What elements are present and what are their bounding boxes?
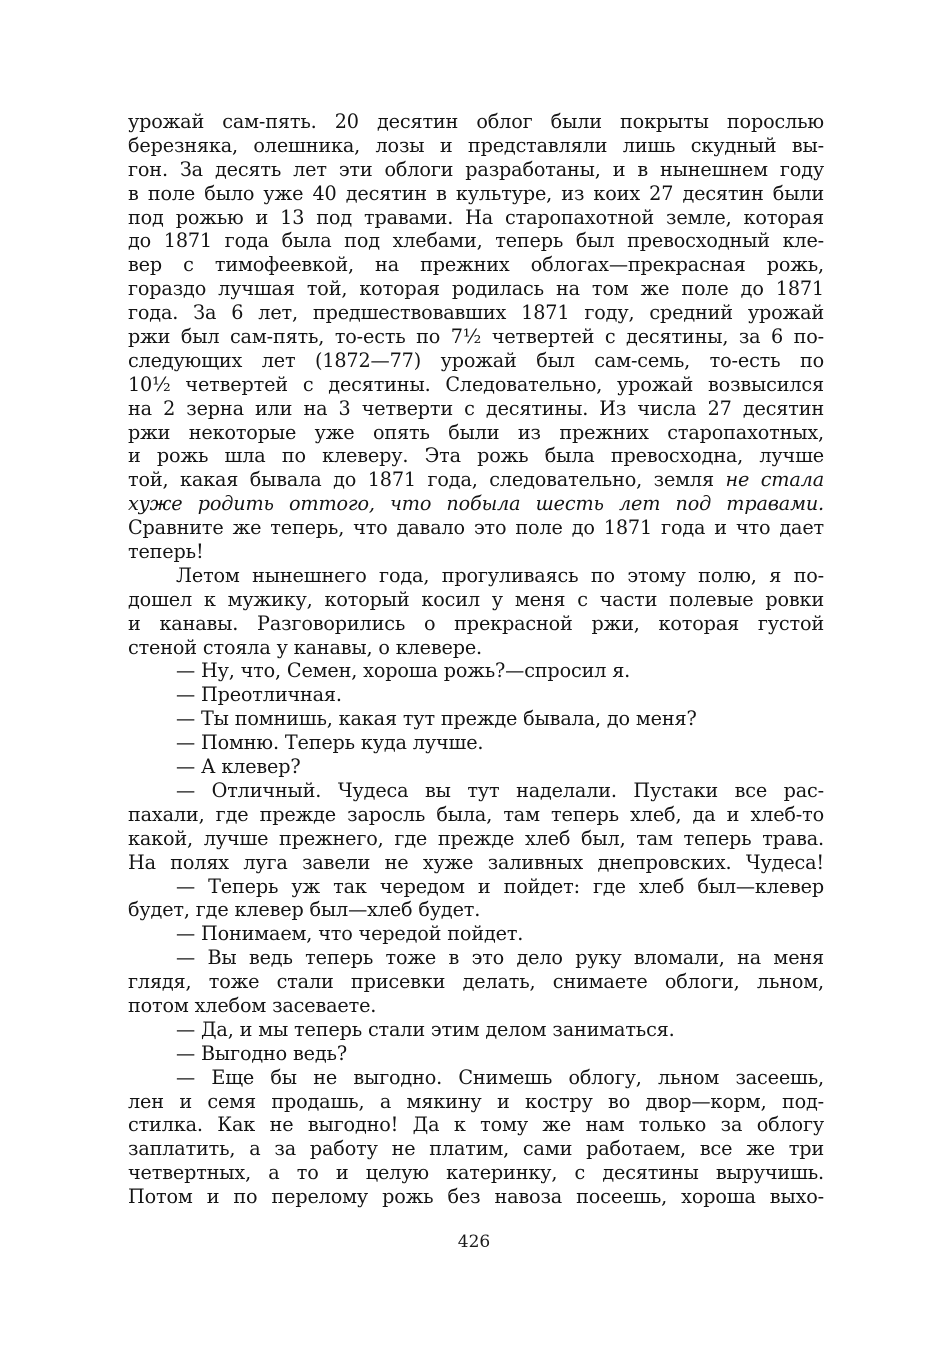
text-line: На полях луга завели не хуже заливных днепровских. Чудеса! [128,850,824,874]
text-line: — А клевер? [176,755,301,779]
text-line: заплатить, а за работу не платим, сами работаем, все же три [128,1137,824,1161]
text-line: ржи был сам-пять, то-есть по 7½ четвертей с десятины, за 6 по- [128,325,824,349]
text-line: стилка. Как не выгодно! Да к тому же нам только за облогу [128,1113,824,1137]
text-line: Летом нынешнего года, прогуливаясь по этому полю, я по- [176,563,824,587]
text-line: под рожью и 13 под травами. На старопахотной земле, которая [128,205,824,229]
text-line: лен и семя продашь, а мякину и костру во двор—корм, под- [128,1089,824,1113]
text-line: — Выгодно ведь? [176,1041,347,1065]
text-line: урожай сам-пять. 20 десятин облог были покрыты порослью [128,110,824,133]
text-line: березняка, олешника, лозы и представляли лишь скудный вы- [128,133,824,157]
text-line: до 1871 года была под хлебами, теперь был превосходный кле- [128,229,824,253]
text-line: и рожь шла по клеверу. Эта рожь была превосходна, лучше [128,444,824,468]
text-line: 10½ четвертей с десятины. Следовательно, урожай возвысился [128,372,824,396]
text-line: Сравните же теперь, что давало это поле до 1871 года и что дает [128,516,824,540]
text-line: — Вы ведь теперь тоже в это дело руку вломали, на меня [176,946,824,970]
text-line: глядя, тоже стали присевки делать, снимаете облоги, льном, [128,970,824,994]
text-line: и канавы. Разговорились о прекрасной ржи, которая густой [128,611,824,635]
body-text [128,110,824,1209]
text-line: какой, лучше прежнего, где прежде хлеб был, там теперь трава. [128,826,824,850]
text-line: теперь! [128,540,204,564]
text-line: гон. За десять лет эти облоги разработаны, и в нынешнем году [128,157,824,181]
italic-emphasis: не стала [725,468,824,492]
page-number: 426 [457,1232,491,1252]
text-line: ржи некоторые уже опять были из прежних старопахотных, [128,420,824,444]
text-line: — Понимаем, что чередой пойдет. [176,922,524,946]
text-line: Потом и по перелому рожь без навоза посеешь, хороша выхо- [128,1185,824,1209]
text-line: — Отличный. Чудеса вы тут наделали. Пустаки все рас- [176,778,824,802]
text-line: той, какая бывала до 1871 года, следовательно, земля не стала [128,468,824,492]
text-line: пахали, где прежде заросль была, там теперь хлеб, да и хлеб-то [128,802,824,826]
text-line: — Ну, что, Семен, хороша рожь?—спросил я. [176,659,631,683]
text-line: стеной стояла у канавы, о клевере. [128,635,482,659]
text-line: года. За 6 лет, предшествовавших 1871 году, средний урожай [128,301,824,325]
text-line: будет, где клевер был—хлеб будет. [128,898,481,922]
text-line: на 2 зерна или на 3 четверти с десятины. Из числа 27 десятин [128,396,824,420]
text-line [128,492,824,516]
text-line: — Еще бы не выгодно. Снимешь облогу, льном засеешь, [176,1065,824,1089]
text-line: потом хлебом засеваете. [128,993,377,1017]
text-line: дошел к мужику, который косил у меня с части полевые ровки [128,587,824,611]
text-line: следующих лет (1872—77) урожай был сам-семь, то-есть по [128,348,824,372]
text-line: — Помню. Теперь куда лучше. [176,731,484,755]
text-line: гораздо лучшая той, которая родилась на том же поле до 1871 [128,277,824,301]
text-line: — Ты помнишь, какая тут прежде бывала, до меня? [176,707,697,731]
text-line: в поле было уже 40 десятин в культуре, из коих 27 десятин были [128,181,824,205]
italic-emphasis: хуже родить оттого, что побыла шесть лет под травами. [128,492,824,516]
text-line: четвертных, а то и целую катеринку, с десятины выручишь. [128,1161,824,1185]
text-line: — Преотличная. [176,683,342,707]
text-line: — Теперь уж так чередом и пойдет: где хлеб был—клевер [176,874,824,898]
text-line: — Да, и мы теперь стали этим делом заниматься. [176,1017,675,1041]
text-line: вер с тимофеевкой, на прежних облогах—прекрасная рожь, [128,253,824,277]
